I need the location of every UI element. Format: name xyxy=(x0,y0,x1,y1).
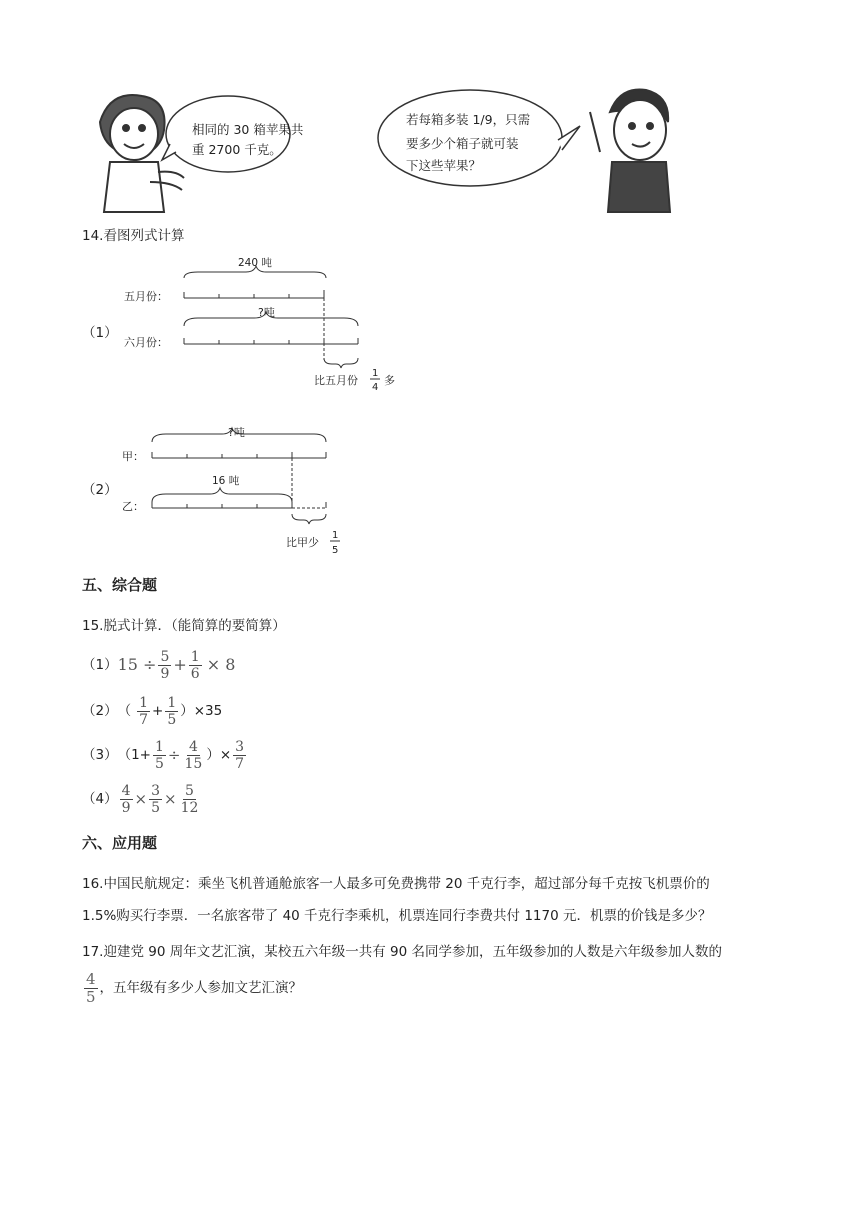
part-1-note-prefix: 比五月份 xyxy=(314,374,358,387)
calc-item-3-label: （3） xyxy=(82,747,118,763)
calc-item-2-frac1: $\frac{1}{7}$ xyxy=(139,694,149,728)
right-speech-line-2: 要多少个箱子就可装 xyxy=(406,136,519,151)
part-1-note-num: 1 xyxy=(372,368,379,379)
right-speech-line-1: 若每箱多装 1/9，只需 xyxy=(406,112,531,127)
cartoon-illustration xyxy=(80,82,680,214)
part-1-top-value: 240 吨 xyxy=(238,257,272,269)
june-segment-bar xyxy=(184,338,358,344)
part-1-note-suffix: 多 xyxy=(384,374,395,387)
calc-item-3-frac3: $\frac{3}{7}$ xyxy=(235,738,245,772)
calc-item-2: （2） （ $\frac{1}{7}$ + $\frac{1}{5}$ ）×35 xyxy=(82,694,223,728)
calc-item-1-a: 15 ÷ xyxy=(117,655,157,674)
calc-item-1-label: （1） xyxy=(82,657,118,673)
may-segment-bar xyxy=(184,290,324,298)
part-2-note-num: 1 xyxy=(332,530,339,541)
calc-item-3-frac2: $\frac{4}{15}$ xyxy=(184,738,203,772)
calc-item-1-frac1: $\frac{5}{9}$ xyxy=(160,648,170,682)
question-17-line-2: $\frac{4}{5}$ ，五年级有多少人参加文艺汇演？ xyxy=(86,969,303,1006)
question-15-title: 15.脱式计算．（能简算的要简算） xyxy=(82,618,286,634)
right-boy-figure xyxy=(590,89,670,212)
calc-item-3: （3） （1+ $\frac{1}{5}$ ÷ $\frac{4}{15}$ ）× $\frac{3}{7}$ xyxy=(82,738,245,772)
part-2-row2-label: 乙： xyxy=(122,500,144,513)
calc-item-4-label: （4） xyxy=(82,791,118,807)
part-1-row2-label: 六月份： xyxy=(124,336,168,349)
part-2-value: 16 吨 xyxy=(212,475,240,487)
calc-item-4: （4） $\frac{4}{9}$ × $\frac{3}{5}$ × $\frac{5}{12}$ xyxy=(82,782,199,816)
left-speech-bubble xyxy=(162,96,304,172)
calc-item-1-frac2: $\frac{1}{6}$ xyxy=(190,648,200,682)
right-speech-bubble xyxy=(378,90,580,186)
part-2-note-den: 5 xyxy=(332,545,339,556)
right-speech-line-3: 下这些苹果？ xyxy=(406,158,482,173)
calc-item-3-frac1: $\frac{1}{5}$ xyxy=(155,738,164,772)
calc-item-1: （1） 15 ÷ $\frac{5}{9}$ + $\frac{1}{6}$ × 8 xyxy=(82,648,236,682)
part-2-question: ?吨 xyxy=(228,426,245,439)
calc-item-2-frac2: $\frac{1}{5}$ xyxy=(167,694,177,728)
yi-segment-bar xyxy=(152,502,292,508)
part-1-row1-label: 五月份： xyxy=(124,290,168,303)
question-14-title: 14.看图列式计算 xyxy=(82,228,185,244)
section-6-title: 六、应用题 xyxy=(82,834,158,852)
calc-item-2-label: （2） xyxy=(82,703,118,719)
question-17-fraction: $\frac{4}{5}$ xyxy=(86,969,96,1006)
question-17-line-1: 17.迎建党 90 周年文艺汇演，某校五六年级一共有 90 名同学参加，五年级参加的人数是六年级参加人数的 xyxy=(82,944,722,960)
diagram-2 xyxy=(118,422,358,562)
part-1-note-den: 4 xyxy=(372,382,379,393)
jia-segment-bar xyxy=(152,452,326,458)
left-speech-line-1: 相同的 30 箱苹果共 xyxy=(192,122,304,137)
left-speech-line-2: 重 2700 千克。 xyxy=(192,142,282,157)
part-2-row1-label: 甲： xyxy=(122,450,144,463)
calc-item-4-frac1: $\frac{4}{9}$ xyxy=(121,782,131,816)
part-2-note-prefix: 比甲少 xyxy=(286,536,319,549)
diagram-1 xyxy=(118,256,408,401)
question-16-line-1: 16.中国民航规定：乘坐飞机普通舱旅客一人最多可免费携带 20 千克行李，超过部分每千克按飞机票价的 xyxy=(82,876,710,892)
part-2-label: （2） xyxy=(82,482,118,498)
part-1-question: ?吨 xyxy=(258,306,275,319)
calc-item-4-frac3: $\frac{5}{12}$ xyxy=(180,782,199,816)
part-1-label: （1） xyxy=(82,325,118,341)
question-16-line-2: 1.5%购买行李票．一名旅客带了 40 千克行李乘机，机票连同行李费共付 1170 元．机票的价钱是多少？ xyxy=(82,908,712,924)
section-5-title: 五、综合题 xyxy=(82,576,158,594)
calc-item-4-frac2: $\frac{3}{5}$ xyxy=(151,782,161,816)
